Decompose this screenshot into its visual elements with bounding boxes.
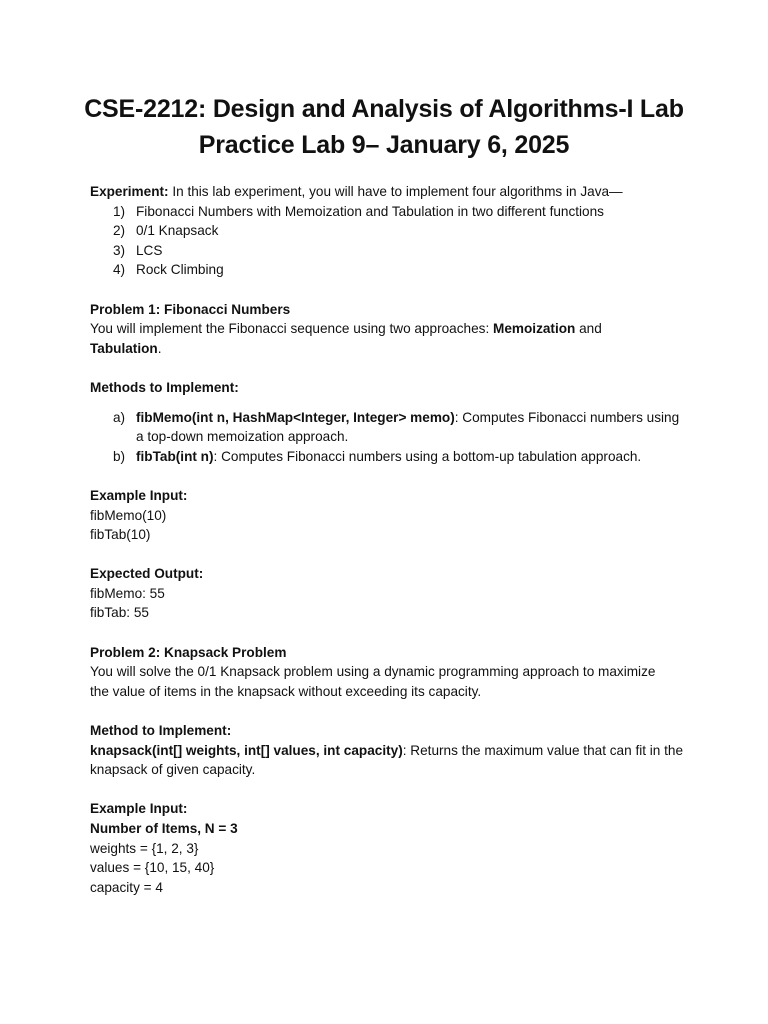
problem-1-intro: You will implement the Fibonacci sequence using two approaches: Memoization and — [90, 321, 602, 337]
title-line-1: CSE-2212: Design and Analysis of Algorithms-I Lab — [84, 95, 684, 123]
experiment-intro — [90, 182, 690, 202]
methods-heading: Methods to Implement: — [90, 379, 239, 395]
expected-output-line: fibTab: 55 — [90, 605, 149, 621]
experiment-text: In this lab experiment, you will have to implement four algorithms in Java— — [168, 184, 623, 199]
example-input-line: values = {10, 15, 40} — [90, 860, 215, 876]
list-item: 1) Fibonacci Numbers with Memoization and Tabulation in two different functions — [113, 203, 604, 219]
method-heading: Method to Implement: — [90, 723, 232, 739]
example-input-line: fibTab(10) — [90, 527, 151, 543]
method-signature: fibMemo(int n, HashMap<Integer, Integer> memo) — [136, 409, 455, 425]
list-item: a) fibMemo(int n, HashMap<Integer, Integer> memo): Computes Fibonacci numbers using a top-down memoization approach. — [113, 409, 680, 445]
example-input-heading: Example Input: — [90, 801, 188, 817]
expected-output-line: fibMemo: 55 — [90, 585, 165, 601]
problem-2-intro-cont: the value of items in the knapsack without exceeding its capacity. — [90, 683, 482, 699]
method-signature: knapsack(int[] weights, int[] values, int capacity) — [90, 742, 403, 758]
list-item: 2) 0/1 Knapsack — [113, 223, 219, 239]
method-description-cont: knapsack of given capacity. — [90, 762, 256, 778]
problem-1-intro-cont: Tabulation. — [90, 340, 162, 356]
example-input-line: capacity = 4 — [90, 879, 163, 895]
example-input-line: fibMemo(10) — [90, 507, 167, 523]
method-description: knapsack(int[] weights, int[] values, int capacity): Returns the maximum value that can fit in the — [90, 742, 684, 758]
title-line-2: Practice Lab 9– January 6, 2025 — [198, 131, 570, 159]
list-item: 3) LCS — [113, 242, 163, 258]
methods-list — [90, 408, 690, 467]
example-input-line: weights = {1, 2, 3} — [90, 840, 199, 856]
list-item: b) fibTab(int n): Computes Fibonacci numbers using a bottom-up tabulation approach. — [113, 448, 642, 464]
num-items: Number of Items, N = 3 — [90, 821, 238, 836]
expected-output-heading: Expected Output: — [90, 566, 204, 582]
problem-1-heading: Problem 1: Fibonacci Numbers — [90, 301, 291, 317]
document-body — [90, 182, 690, 897]
list-item: 4) Rock Climbing — [113, 262, 224, 278]
problem-2-heading: Problem 2: Knapsack Problem — [90, 644, 287, 660]
method-signature: fibTab(int n) — [136, 448, 214, 464]
problem-2-intro: You will solve the 0/1 Knapsack problem using a dynamic programming approach to maximize — [90, 664, 656, 680]
example-input-heading: Example Input: — [90, 487, 188, 503]
algorithm-list — [90, 202, 690, 280]
experiment-label: Experiment: — [90, 184, 169, 199]
